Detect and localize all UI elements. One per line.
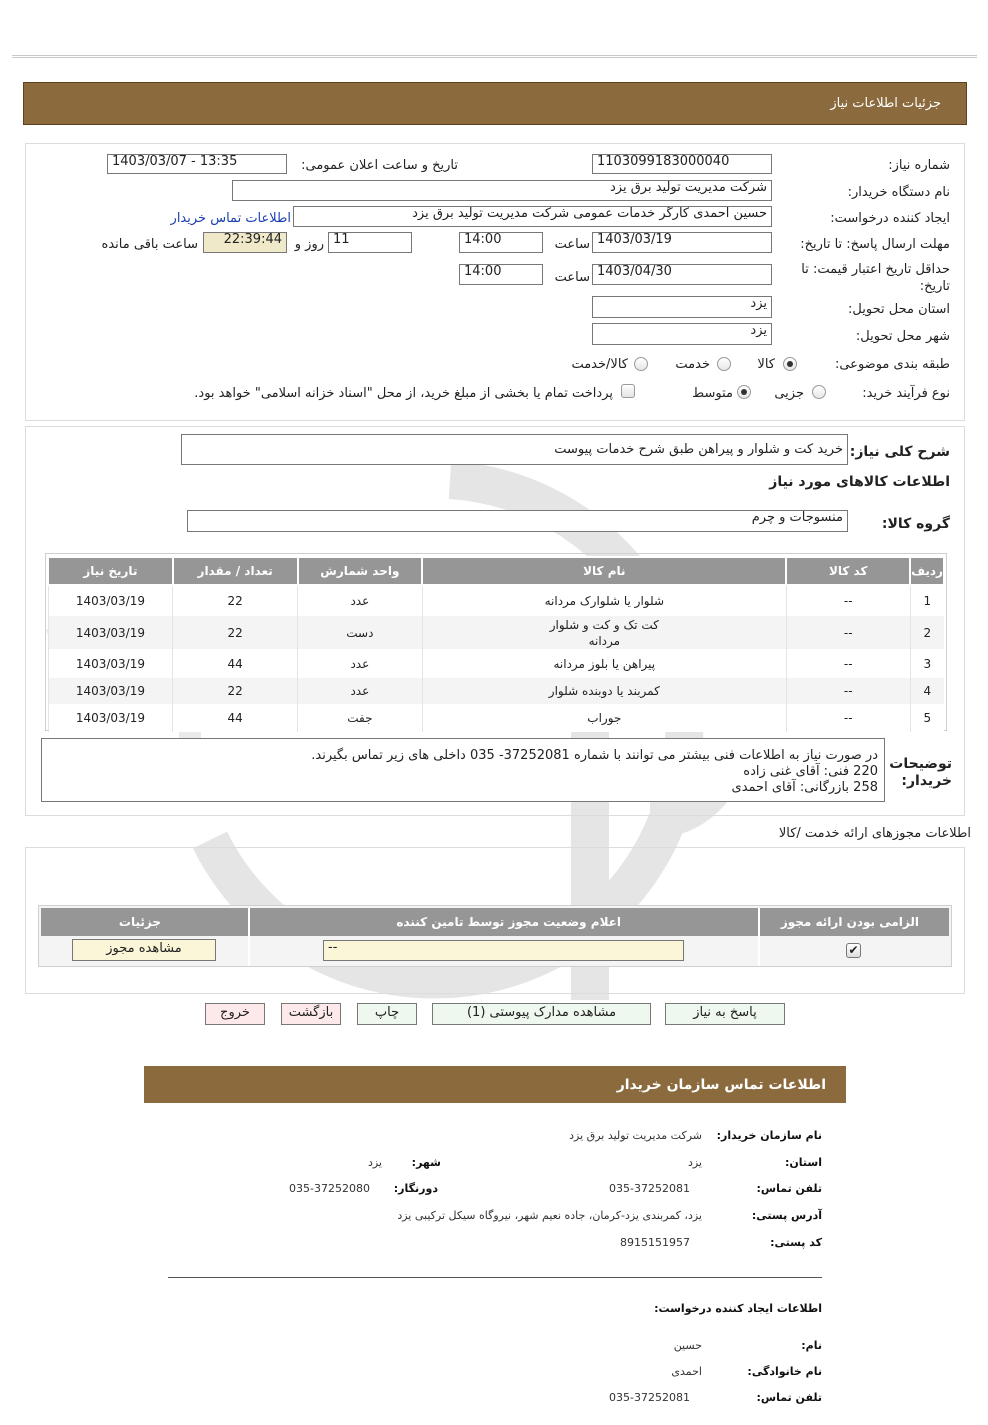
category-service-label: خدمت <box>675 357 710 372</box>
deadline-date-field: 1403/03/19 <box>592 232 772 253</box>
province-field: یزد <box>592 296 772 318</box>
permits-title: اطلاعات مجوزهای ارائه خدمت /کالا <box>778 826 971 841</box>
col-qty-header: تعداد / مقدار <box>173 557 298 585</box>
summary-label: شرح کلی نیاز: <box>849 444 950 460</box>
table-row <box>48 616 944 649</box>
treasury-payment-text: پرداخت تمام یا بخشی از مبلغ خرید، از محل "اسناد خزانه اسلامی" خواهد بود. <box>194 386 613 401</box>
table-row <box>48 649 944 678</box>
permit-status-field: -- <box>323 940 684 961</box>
cell-date: 1403/03/19 <box>48 649 173 678</box>
cell-qty: 22 <box>173 678 298 704</box>
cell-date: 1403/03/19 <box>48 585 173 616</box>
attachments-button[interactable]: مشاهده مدارک پیوستی (1) <box>432 1003 651 1025</box>
deadline-label: مهلت ارسال پاسخ: تا تاریخ: <box>800 237 950 252</box>
org-name-value: شرکت مدیریت تولید برق یزد <box>569 1129 702 1142</box>
need-number-field: 1103099183000040 <box>592 154 772 174</box>
creator-first-name-value: حسین <box>673 1339 702 1352</box>
permits-header-status: اعلام وضعیت مجوز توسط تامین کننده <box>396 915 621 929</box>
org-phone-label: تلفن تماس: <box>756 1182 822 1195</box>
cell-name-wrap <box>422 616 786 649</box>
category-goods-label: کالا <box>757 357 775 372</box>
col-date-header: تاریخ نیاز <box>48 557 173 585</box>
buyer-org-label: نام دستگاه خریدار: <box>847 185 950 200</box>
buyer-notes-line-1: در صورت نیاز به اطلاعات فنی بیشتر می توانند با شماره 37252081- 035 داخلی های زیر تماس بگیرند. <box>311 748 878 763</box>
cell-date: 1403/03/19 <box>48 678 173 704</box>
validity-date-field: 1403/04/30 <box>592 264 772 285</box>
buyer-notes-line-2: 220 فنی: آقای غنی زاده <box>743 764 878 779</box>
buyer-contact-link[interactable]: اطلاعات تماس خریدار <box>170 211 291 226</box>
org-fax-value: 035-37252080 <box>289 1182 370 1195</box>
buyer-org-field: شرکت مدیریت تولید برق یزد <box>232 180 772 201</box>
category-both-label: کالا/خدمت <box>571 357 628 372</box>
city-label: شهر محل تحویل: <box>855 329 950 344</box>
org-address-label: آدرس پستی: <box>751 1209 822 1222</box>
cell-unit: دست <box>298 616 423 649</box>
org-province-value: یزد <box>687 1156 702 1169</box>
category-both-radio[interactable] <box>634 357 648 371</box>
permits-table <box>38 905 952 967</box>
org-postal-label: کد پستی: <box>770 1236 822 1249</box>
process-medium-label: متوسط <box>692 386 733 401</box>
org-city-value: یزد <box>367 1156 382 1169</box>
exit-button[interactable]: خروج <box>205 1003 265 1025</box>
category-service-radio[interactable] <box>717 357 731 371</box>
process-label: نوع فرآیند خرید: <box>862 386 950 401</box>
creator-first-name-label: نام: <box>801 1339 822 1352</box>
cell-code: -- <box>786 678 910 704</box>
cell-unit: جفت <box>298 704 423 732</box>
announce-label: تاریخ و ساعت اعلان عمومی: <box>301 158 458 173</box>
print-button[interactable]: چاپ <box>357 1003 417 1025</box>
permits-col-divider <box>248 908 250 966</box>
cell-name: پیراهن یا بلوز مردانه <box>422 649 786 678</box>
permits-header-details: جزئیات <box>118 915 161 929</box>
cell-unit: عدد <box>298 678 423 704</box>
need-number-label: شماره نیاز: <box>888 158 950 173</box>
page-title: جزئیات اطلاعات نیاز <box>830 96 941 111</box>
org-province-label: استان: <box>785 1156 822 1169</box>
category-goods-radio[interactable] <box>783 357 797 371</box>
validity-time-field: 14:00 <box>459 264 543 285</box>
org-address-value: یزد، کمربندی یزد-کرمان، جاده نعیم شهر، نیروگاه سیکل ترکیبی یزد <box>397 1209 702 1222</box>
back-button[interactable]: بازگشت <box>281 1003 341 1025</box>
top-divider <box>12 55 977 58</box>
cell-qty: 22 <box>173 616 298 649</box>
table-row <box>48 585 944 616</box>
org-postal-value: 8915151957 <box>620 1236 690 1249</box>
cell-name: کت تک و کت و شلوار مردانه <box>549 617 659 648</box>
creator-phone-value: 035-37252081 <box>609 1391 690 1404</box>
cell-code: -- <box>786 616 910 649</box>
process-partial-label: جزیی <box>774 386 804 401</box>
org-contact-header <box>144 1066 846 1103</box>
cell-row: 1 <box>910 585 944 616</box>
page-header <box>23 82 967 125</box>
col-name-header: نام کالا <box>422 557 786 585</box>
cell-code: -- <box>786 585 910 616</box>
goods-group-label: گروه کالا: <box>881 516 950 532</box>
validity-hour-label: ساعت <box>554 270 590 285</box>
category-label: طبقه بندی موضوعی: <box>834 357 950 372</box>
cell-row: 2 <box>910 616 944 649</box>
days-field: 11 <box>328 232 412 253</box>
creator-info-title: اطلاعات ایجاد کننده درخواست: <box>654 1302 822 1315</box>
goods-group-field: منسوجات و چرم <box>187 510 848 532</box>
cell-code: -- <box>786 704 910 732</box>
creator-last-name-label: نام خانوادگی: <box>747 1365 822 1378</box>
org-city-label: شهر: <box>411 1156 441 1169</box>
buyer-notes-label-1: توضیحات <box>889 756 952 772</box>
creator-field: حسین احمدی کارگر خدمات عمومی شرکت مدیریت تولید برق یزد <box>293 206 772 227</box>
goods-info-title: اطلاعات کالاهای مورد نیاز <box>769 474 950 490</box>
deadline-time-field: 14:00 <box>459 232 543 253</box>
buyer-notes-label-2: خریدار: <box>901 773 952 789</box>
permits-header-required: الزامی بودن ارائه مجوز <box>780 915 919 929</box>
cell-unit: عدد <box>298 585 423 616</box>
cell-name: جوراب <box>422 704 786 732</box>
cell-date: 1403/03/19 <box>48 616 173 649</box>
buyer-notes-box <box>41 738 885 802</box>
creator-phone-label: تلفن تماس: <box>756 1391 822 1404</box>
cell-name: شلوار یا شلوارک مردانه <box>422 585 786 616</box>
org-fax-label: دورنگار: <box>393 1182 438 1195</box>
items-table-header <box>48 557 944 585</box>
remaining-label: ساعت باقی مانده <box>101 237 198 252</box>
org-name-label: نام سازمان خریدار: <box>716 1129 822 1142</box>
table-row <box>48 704 944 732</box>
view-permit-button[interactable]: مشاهده مجوز <box>72 939 216 961</box>
org-contact-title: اطلاعات تماس سازمان خریدار <box>616 1076 826 1093</box>
days-label: روز و <box>294 237 324 252</box>
cell-row: 3 <box>910 649 944 678</box>
validity-label-1: حداقل تاریخ اعتبار قیمت: تا <box>801 262 950 277</box>
cell-name: کمربند یا دوبنده شلوار <box>422 678 786 704</box>
permit-required-checkbox[interactable]: ✔ <box>846 943 861 958</box>
process-partial-radio[interactable] <box>812 385 826 399</box>
col-unit-header: واحد شمارش <box>298 557 423 585</box>
remaining-timer: 22:39:44 <box>203 232 287 253</box>
announce-field: 1403/03/07 - 13:35 <box>107 154 287 174</box>
table-row <box>48 678 944 704</box>
summary-field: خرید کت و شلوار و پیراهن طبق شرح خدمات پیوست <box>181 434 848 465</box>
org-contact-divider <box>168 1277 822 1278</box>
cell-row: 5 <box>910 704 944 732</box>
col-code-header: کد کالا <box>786 557 910 585</box>
creator-last-name-value: احمدی <box>671 1365 702 1378</box>
cell-qty: 22 <box>173 585 298 616</box>
creator-label: ایجاد کننده درخواست: <box>830 211 950 226</box>
cell-row: 4 <box>910 678 944 704</box>
permits-col-divider <box>758 908 760 966</box>
col-row-header: ردیف <box>910 557 944 585</box>
items-table <box>47 556 945 732</box>
cell-date: 1403/03/19 <box>48 704 173 732</box>
process-medium-radio[interactable] <box>737 385 751 399</box>
cell-unit: عدد <box>298 649 423 678</box>
deadline-hour-label: ساعت <box>554 237 590 252</box>
treasury-payment-checkbox[interactable] <box>621 384 635 398</box>
buyer-notes-line-3: 258 بازرگانی: آقای احمدی <box>731 780 878 795</box>
province-label: استان محل تحویل: <box>848 302 950 317</box>
city-field: یزد <box>592 323 772 345</box>
cell-qty: 44 <box>173 649 298 678</box>
cell-qty: 44 <box>173 704 298 732</box>
validity-label-2: تاریخ: <box>919 279 950 294</box>
reply-button[interactable]: پاسخ به نیاز <box>665 1003 785 1025</box>
cell-code: -- <box>786 649 910 678</box>
org-phone-value: 035-37252081 <box>609 1182 690 1195</box>
